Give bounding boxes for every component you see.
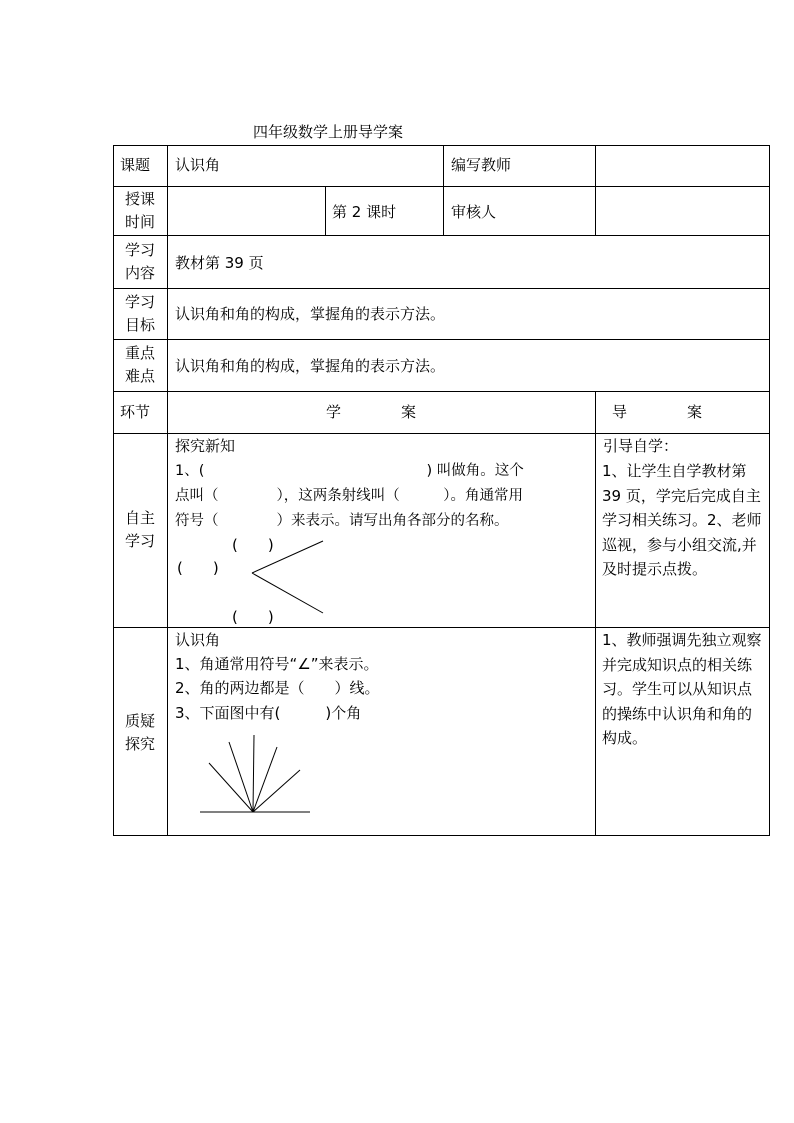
self-study-guide-text: 1、让学生自学教材第 39 页，学完后完成自主学习相关练习。2、老师巡视，参与小组交流,并及时提示点拨。 xyxy=(602,462,762,578)
table-border-top xyxy=(113,145,770,146)
key-label xyxy=(120,342,160,388)
goal-label xyxy=(120,291,160,337)
inquiry-label-line2: 探究 xyxy=(124,735,155,753)
topic-label: 课题 xyxy=(120,156,151,174)
table-col-line xyxy=(769,145,770,836)
content-label xyxy=(120,239,160,285)
angle-side-blank-left: ( ) xyxy=(177,559,219,577)
guide-plan-header: 导 案 xyxy=(612,403,703,421)
angle-ray-upper xyxy=(252,541,323,573)
figure-ray xyxy=(229,742,253,812)
inquiry-label-line1: 质疑 xyxy=(124,712,155,730)
table-col-line xyxy=(595,391,596,836)
angle-ray-lower xyxy=(252,573,323,613)
self-study-line-3: 符号（ ）来表示。请写出角各部分的名称。 xyxy=(175,513,509,529)
angle-vertex-blank: ( ) xyxy=(232,536,274,554)
angle-side-blank-bottom: ( ) xyxy=(232,608,274,626)
table-col-line xyxy=(325,186,326,236)
inquiry-line-1: 1、角通常用符号“∠”来表示。 xyxy=(175,655,379,673)
reviewer-label: 审核人 xyxy=(451,203,497,221)
figure-ray xyxy=(253,747,277,812)
self-study-label xyxy=(120,507,160,553)
table-border-bottom xyxy=(113,835,770,836)
table-border-left xyxy=(113,145,114,836)
key-value: 认识角和角的构成，掌握角的表示方法。 xyxy=(175,357,446,375)
multi-angle-figure xyxy=(195,730,315,820)
self-study-label-line1: 自主 xyxy=(124,509,155,527)
goal-value: 认识角和角的构成，掌握角的表示方法。 xyxy=(175,305,446,323)
period-value: 第 2 课时 xyxy=(332,203,397,221)
self-study-heading: 探究新知 xyxy=(175,437,236,455)
inquiry-heading: 认识角 xyxy=(175,631,221,649)
table-col-line xyxy=(167,145,168,836)
inquiry-line-3: 3、下面图中有( )个角 xyxy=(175,704,362,722)
self-study-line-2: 点叫（ ），这两条射线叫（ ）。角通常用 xyxy=(175,488,523,504)
content-label-line1: 学习 xyxy=(124,241,155,259)
table-row-line xyxy=(113,235,770,236)
goal-label-line2: 目标 xyxy=(124,316,155,334)
content-value: 教材第 39 页 xyxy=(175,254,264,272)
page-title: 四年级数学上册导学案 xyxy=(253,123,404,141)
table-row-line xyxy=(113,339,770,340)
self-study-guide-heading: 引导自学： xyxy=(603,437,679,455)
table-row-line xyxy=(113,288,770,289)
figure-ray xyxy=(253,735,254,812)
self-study-label-line2: 学习 xyxy=(124,532,155,550)
figure-ray xyxy=(253,770,300,812)
section-header-label: 环节 xyxy=(120,403,151,421)
key-label-line1: 重点 xyxy=(124,344,155,362)
table-row-line xyxy=(113,391,770,392)
topic-value: 认识角 xyxy=(175,156,221,174)
goal-label-line1: 学习 xyxy=(124,293,155,311)
study-plan-header: 学 案 xyxy=(326,403,417,421)
author-label: 编写教师 xyxy=(451,156,512,174)
inquiry-guide-text: 1、教师强调先独立观察并完成知识点的相关练习。学生可以从知识点的操练中认识角和角的构成。 xyxy=(602,631,762,747)
figure-ray xyxy=(209,763,253,812)
time-label-line1: 授课 xyxy=(124,190,155,208)
table-col-line xyxy=(595,145,596,236)
self-study-line-1: 1、( ) 叫做角。这个 xyxy=(175,463,524,479)
time-label xyxy=(120,188,160,234)
table-col-line xyxy=(443,145,444,236)
table-row-line xyxy=(113,186,770,187)
content-label-line2: 内容 xyxy=(124,264,155,282)
key-label-line2: 难点 xyxy=(124,367,155,385)
time-label-line2: 时间 xyxy=(124,213,155,231)
angle-figure xyxy=(240,535,340,620)
inquiry-label xyxy=(120,710,160,756)
inquiry-line-2: 2、角的两边都是（ ）线。 xyxy=(175,679,380,697)
